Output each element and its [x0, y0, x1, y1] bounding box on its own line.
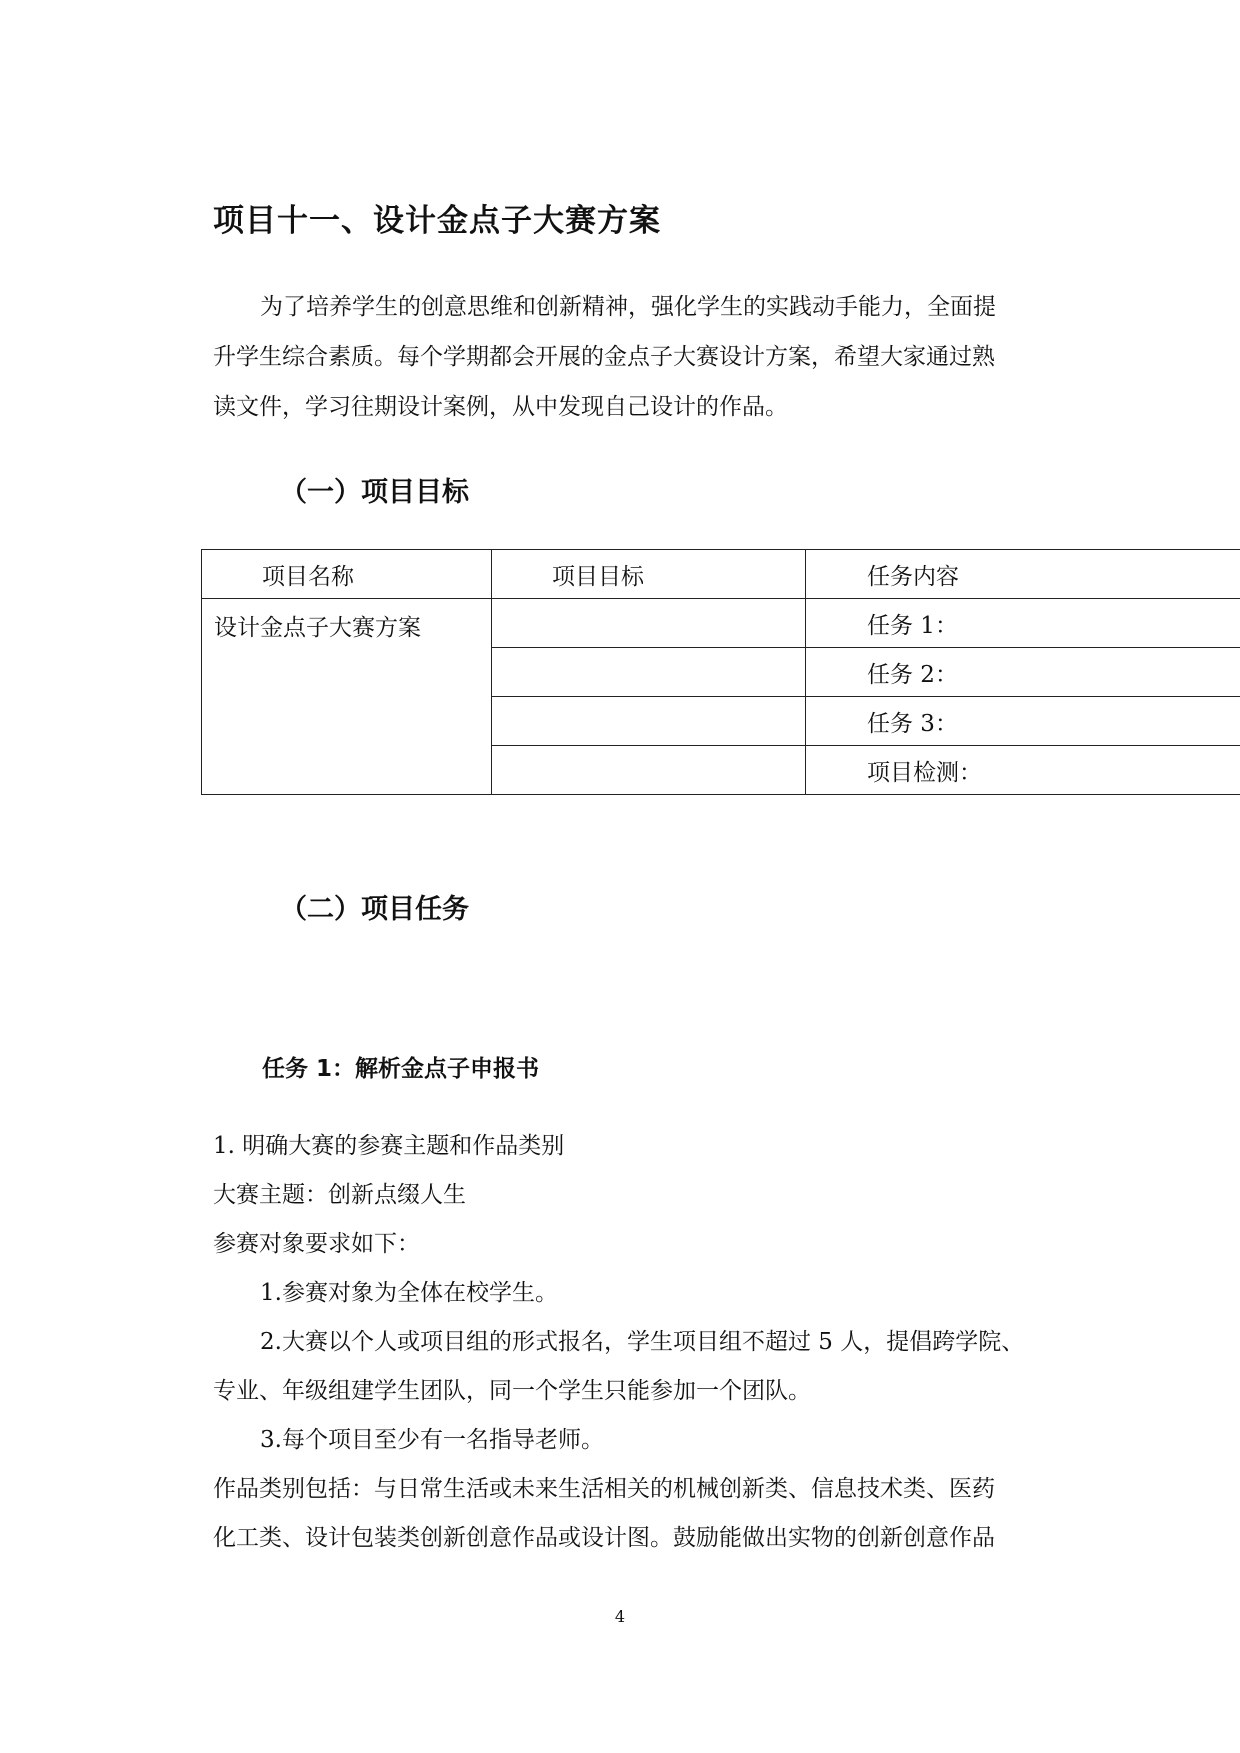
body-line: 3.每个项目至少有一名指导老师。 — [260, 1427, 604, 1453]
header-project-goal: 项目目标 — [492, 550, 806, 599]
goal-cell — [492, 648, 806, 697]
goal-cell — [492, 746, 806, 795]
body-line: 1. 明确大赛的参赛主题和作品类别 — [213, 1133, 565, 1159]
table-header-row — [202, 550, 1240, 599]
task-cell: 项目检测： — [806, 746, 1240, 795]
task1-body — [213, 1122, 1093, 1563]
task-cell: 任务 2： — [806, 648, 1240, 697]
intro-line: 升学生综合素质。每个学期都会开展的金点子大赛设计方案，希望大家通过熟 — [213, 344, 995, 370]
body-line: 大赛主题：创新点缀人生 — [213, 1182, 466, 1208]
body-line: 化工类、设计包装类创新创意作品或设计图。鼓励能做出实物的创新创意作品 — [213, 1525, 995, 1551]
body-line: 2.大赛以个人或项目组的形式报名，学生项目组不超过 5 人，提倡跨学院、 — [260, 1329, 1025, 1355]
document-title: 项目十一、设计金点子大赛方案 — [213, 203, 661, 239]
goal-cell — [492, 599, 806, 648]
task1-heading: 任务 1：解析金点子申报书 — [262, 1056, 540, 1082]
body-line: 1.参赛对象为全体在校学生。 — [260, 1280, 558, 1306]
intro-line: 读文件，学习往期设计案例，从中发现自己设计的作品。 — [213, 394, 788, 420]
project-name-cell: 设计金点子大赛方案 — [202, 599, 492, 795]
intro-paragraph — [213, 282, 1093, 432]
section-heading-tasks: （二）项目任务 — [280, 894, 469, 925]
section-heading-goals: （一）项目目标 — [280, 477, 469, 508]
task-cell: 任务 1： — [806, 599, 1240, 648]
goal-cell — [492, 697, 806, 746]
intro-line: 为了培养学生的创意思维和创新精神，强化学生的实践动手能力，全面提 — [260, 294, 996, 320]
task-cell: 任务 3： — [806, 697, 1240, 746]
project-goals-table — [201, 549, 1240, 795]
table-row — [202, 599, 1240, 648]
page-number: 4 — [614, 1607, 626, 1626]
body-line: 作品类别包括：与日常生活或未来生活相关的机械创新类、信息技术类、医药 — [213, 1476, 995, 1502]
header-project-name: 项目名称 — [202, 550, 492, 599]
body-line: 专业、年级组建学生团队，同一个学生只能参加一个团队。 — [213, 1378, 811, 1404]
body-line: 参赛对象要求如下： — [213, 1231, 420, 1257]
header-task-content: 任务内容 — [806, 550, 1240, 599]
